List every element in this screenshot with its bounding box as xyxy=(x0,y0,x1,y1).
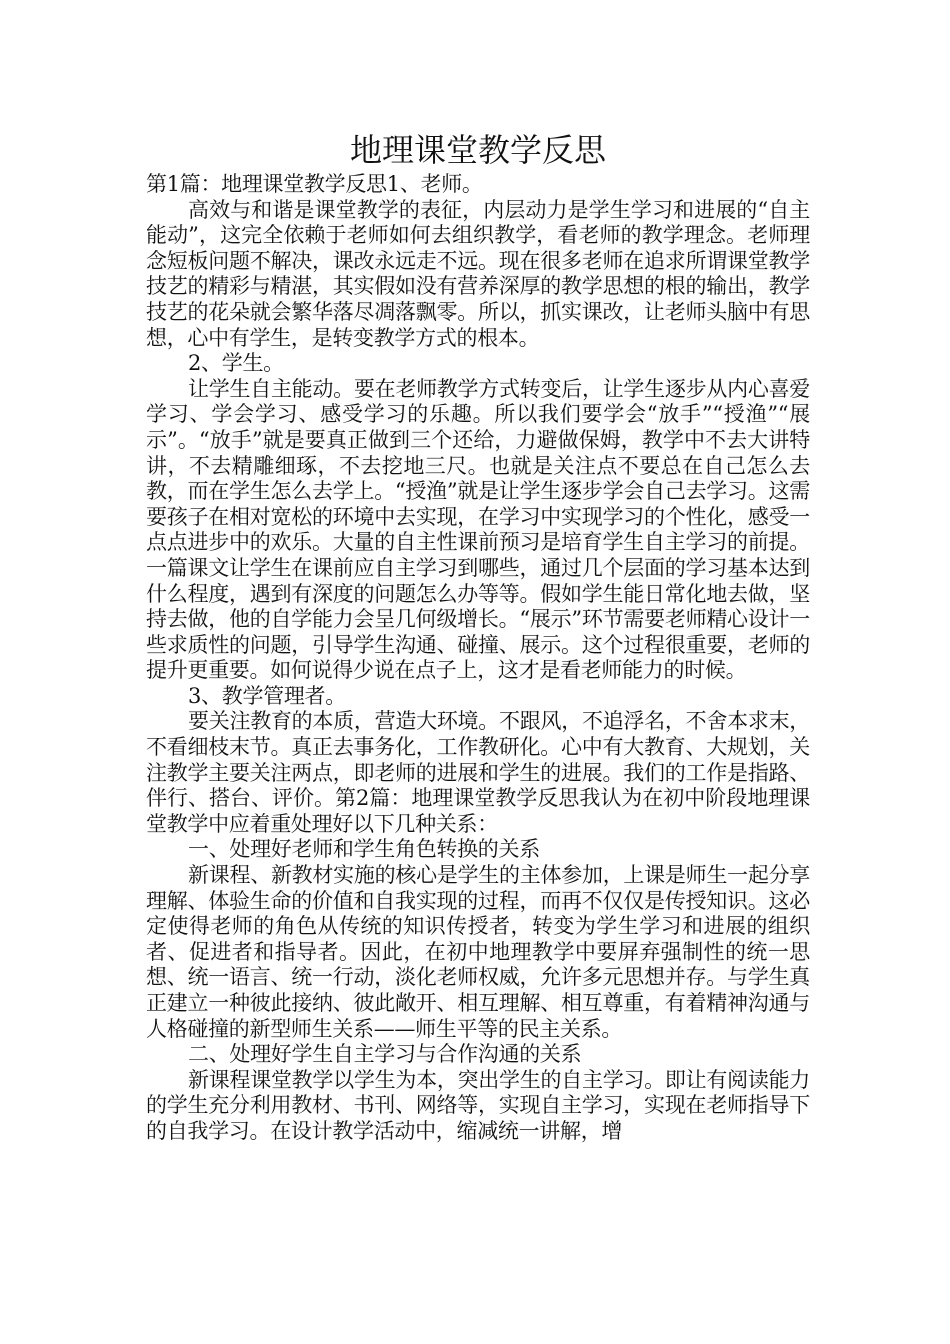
paragraph: 新课程课堂教学以学生为本，突出学生的自主学习。即让有阅读能力的学生充分利用教材、书刊、网络等，实现自主学习，实现在老师指导下的自我学习。在设计教学活动中，缩减统一讲解，增 xyxy=(146,1067,810,1143)
paragraph: 3、教学管理者。 xyxy=(188,683,346,708)
paragraph: 第1篇：地理课堂教学反思1、老师。 xyxy=(146,172,483,196)
paragraph: 让学生自主能动。要在老师教学方式转变后，让学生逐步从内心喜爱学习、学会学习、感受学习的乐趣。所以我们要学会“放手”“授渔”“展示”。“放手”就是要真正做到三个还给，力避做保姆，教学中不去大讲特讲，不去精雕细琢，不去挖地三尺。也就是关注点不要总在自己怎么去教，而在学生怎么去学上。“授渔”就是让学生逐步学会自己去学习。这需要孩子在相对宽松的环境中去实现，在学习中实现学习的个性化，感受一点点进步中的欢乐。大量的自主性课前预习是培育学生自主学习的前提。一篇课文让学生在课前应自主学习到哪些，通过几个层面的学习基本达到什么程度，遇到有深度的问题怎么办等等。假如学生能日常化地去做，坚持去做，他的自学能力会呈几何级增长。“展示”环节需要老师精心设计一些求质性的问题，引导学生沟通、碰撞、展示。这个过程很重要，老师的提升更重要。如何说得少说在点子上，这才是看老师能力的时候。 xyxy=(146,376,810,683)
paragraph: 高效与和谐是课堂教学的表征，内层动力是学生学习和进展的“自主能动”，这完全依赖于老师如何去组织教学，看老师的教学理念。老师理念短板问题不解决，课改永远走不远。现在很多老师在追求所谓课堂教学技艺的精彩与精湛，其实假如没有营养深厚的教学思想的根的输出，教学技艺的花朵就会繁华落尽凋落飘零。所以，抓实课改，让老师头脑中有思想，心中有学生，是转变教学方式的根本。 xyxy=(146,197,810,350)
document-body xyxy=(146,172,810,1145)
paragraph: 二、处理好学生自主学习与合作沟通的关系 xyxy=(188,1042,582,1067)
paragraph: 要关注教育的本质，营造大环境。不跟风，不追浮名，不舍本求末，不看细枝末节。真正去事务化，工作教研化。心中有大教育、大规划，关注教学主要关注两点，即老师的进展和学生的进展。我们的工作是指路、伴行、搭台、评价。第2篇：地理课堂教学反思我认为在初中阶段地理课堂教学中应着重处理好以下几种关系： xyxy=(146,709,810,836)
document-title: 地理课堂教学反思 xyxy=(349,131,606,169)
paragraph: 一、处理好老师和学生角色转换的关系 xyxy=(188,837,540,862)
paragraph: 2、学生。 xyxy=(188,351,284,376)
paragraph: 新课程、新教材实施的核心是学生的主体参加，上课是师生一起分享理解、体验生命的价值和自我实现的过程，而再不仅仅是传授知识。这必定使得老师的角色从传统的知识传授者，转变为学生学习和进展的组织者、促进者和指导者。因此，在初中地理教学中要屏弃强制性的统一思想、统一语言、统一行动，淡化老师权威，允许多元思想并存。与学生真正建立一种彼此接纳、彼此敞开、相互理解、相互尊重，有着精神沟通与人格碰撞的新型师生关系——师生平等的民主关系。 xyxy=(146,863,810,1041)
document-page xyxy=(146,128,810,1145)
